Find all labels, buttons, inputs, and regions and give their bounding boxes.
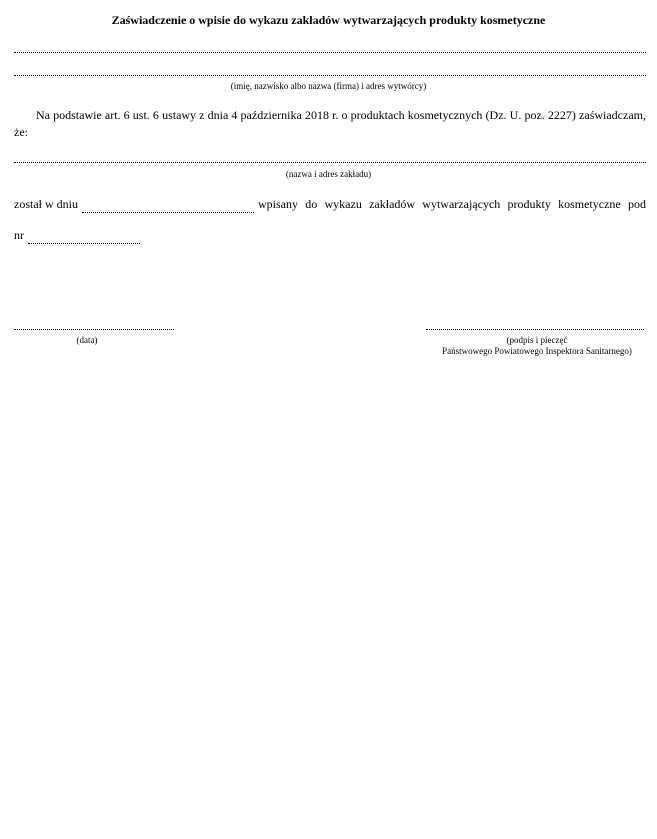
entry-line	[14, 197, 646, 213]
producer-dotted-line-2	[14, 75, 646, 76]
producer-caption: (imię, nazwisko albo nazwa (firma) i adres wytwórcy)	[230, 81, 427, 91]
entry-prefix: został w dniu	[14, 197, 78, 211]
signature-caption	[406, 335, 657, 357]
document-title: Zaświadczenie o wpisie do wykazu zakładów wytwarzających produkty kosmetyczne	[111, 13, 546, 27]
signature-caption-line1: (podpis i pieczęć	[506, 335, 568, 345]
facility-dotted-line	[14, 162, 646, 163]
facility-caption: (nazwa i adres zakładu)	[285, 169, 372, 179]
signature-caption-line2: Państwowego Powiatowego Inspektora Sanitarnego)	[442, 346, 632, 356]
legal-basis-text: Na podstawie art. 6 ust. 6 ustawy z dnia 4 października 2018 r. o produktach kosmetycznych (Dz. U. poz. 2227) zaświadczam, że:	[14, 108, 646, 139]
signature-dotted-line	[426, 329, 644, 330]
entry-suffix: wpisany do wykazu zakładów wytwarzających produkty kosmetyczne pod	[258, 197, 646, 211]
date-dotted-line	[14, 329, 174, 330]
entry-date-dots	[82, 197, 254, 213]
number-prefix: nr	[14, 228, 24, 242]
number-line	[14, 228, 140, 244]
producer-dotted-line-1	[14, 52, 646, 53]
date-caption: (data)	[76, 335, 98, 345]
legal-basis-paragraph	[14, 107, 646, 141]
number-dots	[28, 228, 140, 244]
